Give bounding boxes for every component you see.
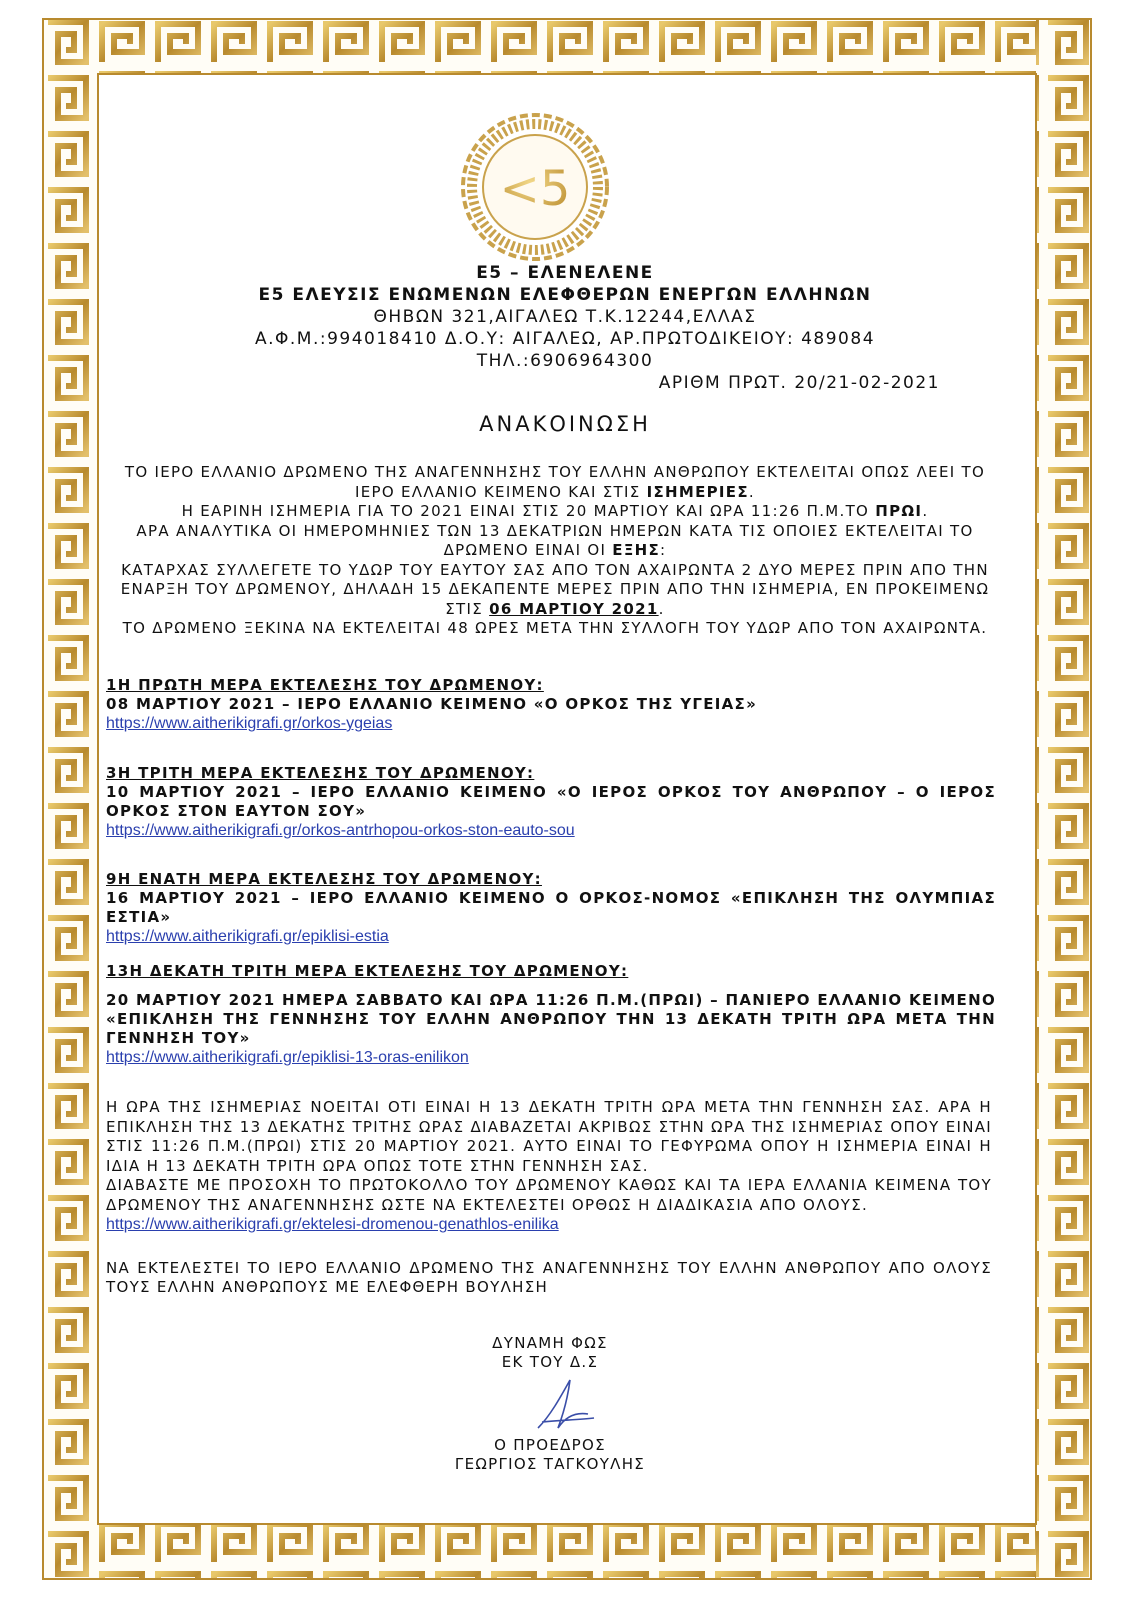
section-day-9 bbox=[106, 870, 996, 946]
section-heading: 1Η ΠΡΩΤΗ ΜΕΡΑ ΕΚΤΕΛΕΣΗΣ ΤΟΥ ΔΡΩΜΕΝΟΥ: bbox=[106, 676, 544, 694]
org-full-name: Ε5 ΕΛΕΥΣΙΣ ΕΝΩΜΕΝΩΝ ΕΛΕΦΘΕΡΩΝ ΕΝΕΡΓΩΝ ΕΛΛΗΝΩΝ bbox=[258, 285, 872, 305]
section-text: 20 ΜΑΡΤΙΟΥ 2021 ΗΜΕΡΑ ΣΑΒΒΑΤΟ ΚΑΙ ΩΡΑ 11:26 Π.Μ.(ΠΡΩΙ) – ΠΑΝΙΕΡΟ ΕΛΛΑΝΙΟ ΚΕΙΜΕΝΟ «ΕΠΙΚΛΗΣΗ ΤΗΣ ΓΕΝΝΗΣΗΣ ΤΟΥ ΕΛΛΗΝ ΑΝΘΡΩΠΟΥ ΤΗΝ 13 ΔΕΚΑΤΗ ΤΡΙΤΗ ΩΡΑ ΜΕΤΑ ΤΗΝ ΓΕΝΝΗΣΗ ΤΟΥ» bbox=[106, 991, 996, 1047]
page-title: ΑΝΑΚΟΙΝΩΣΗ bbox=[479, 412, 651, 436]
section-text: 10 ΜΑΡΤΙΟΥ 2021 – ΙΕΡΟ ΕΛΛΑΝΙΟ ΚΕΙΜΕΝΟ «Ο ΙΕΡΟΣ ΟΡΚΟΣ ΤΟΥ ΑΝΘΡΩΠΟΥ – Ο ΙΕΡΟΣ ΟΡΚΟΣ ΣΤΟΝ ΕΑΥΤΟΝ ΣΟΥ» bbox=[106, 783, 996, 820]
closing-paragraph-1: Η ΩΡΑ ΤΗΣ ΙΣΗΜΕΡΙΑΣ ΝΟΕΙΤΑΙ ΟΤΙ ΕΙΝΑΙ Η 13 ΔΕΚΑΤΗ ΤΡΙΤΗ ΩΡΑ ΜΕΤΑ ΤΗΝ ΓΕΝΝΗΣΗ ΣΑΣ. ΑΡΑ Η ΕΠΙΚΛΗΣΗ ΤΗΣ 13 ΔΕΚΑΤΗΣ ΤΡΙΤΗΣ ΩΡΑΣ ΔΙΑΒΑΖΕΤΑΙ ΑΚΡΙΒΩΣ ΣΤΗΝ ΩΡΑ ΤΗΣ ΙΣΗΜΕΡΙΑΣ ΟΠΟΥ ΕΙΝΑΙ ΣΤΙΣ 11:26 Π.Μ.(ΠΡΩΙ) ΣΤΙΣ 20 ΜΑΡΤΙΟΥ 2021. ΑΥΤΟ ΕΙΝΑΙ ΤΟ ΓΕΦΥΡΩΜΑ ΟΠΟΥ Η ΙΣΗΜΕΡΙΑ ΕΙΝΑΙ Η ΙΔΙΑ Η 13 ΔΕΚΑΤΗ ΤΡΙΤΗ ΩΡΑ ΟΠΩΣ ΤΟΤΕ ΣΤΗΝ ΓΕΝΝΗΣΗ ΣΑΣ. bbox=[106, 1098, 992, 1175]
section-day-3 bbox=[106, 764, 996, 840]
section-heading: 13Η ΔΕΚΑΤΗ ΤΡΙΤΗ ΜΕΡΑ ΕΚΤΕΛΕΣΗΣ ΤΟΥ ΔΡΩΜΕΝΟΥ: bbox=[106, 962, 629, 980]
signatory-role: Ο ΠΡΟΕΔΡΟΣ bbox=[494, 1436, 606, 1454]
closing-paragraph-3: ΝΑ ΕΚΤΕΛΕΣΤΕΙ ΤΟ ΙΕΡΟ ΕΛΛΑΝΙΟ ΔΡΩΜΕΝΟ ΤΗΣ ΑΝΑΓΕΝΝΗΣΗΣ ΤΟΥ ΕΛΛΗΝ ΑΝΘΡΩΠΟΥ ΑΠΟ ΟΛΟΥΣ ΤΟΥΣ ΕΛΛΗΝ ΑΝΘΡΩΠΟΥΣ ΜΕ ΕΛΕΦΘΕΡΗ ΒΟΥΛΗΣΗ bbox=[106, 1258, 992, 1296]
signature-block bbox=[400, 1334, 700, 1372]
svg-text:<5: <5 bbox=[499, 161, 571, 217]
protocol-number: ΑΡΙΘΜ ΠΡΩΤ. 20/21-02-2021 bbox=[658, 373, 940, 393]
section-day-13 bbox=[106, 962, 996, 1067]
signature-motto: ΔΥΝΑΜΗ ΦΩΣ bbox=[492, 1334, 608, 1352]
signatory bbox=[400, 1436, 700, 1474]
section-text: 08 ΜΑΡΤΙΟΥ 2021 – ΙΕΡΟ ΕΛΛΑΝΙΟ ΚΕΙΜΕΝΟ «Ο ΟΡΚΟΣ ΤΗΣ ΥΓΕΙΑΣ» bbox=[106, 695, 758, 713]
section-link[interactable]: https://www.aitherikigrafi.gr/orkos-antrhopou-orkos-ston-eauto-sou bbox=[106, 822, 575, 839]
signature-board: ΕΚ ΤΟΥ Δ.Σ bbox=[501, 1353, 599, 1371]
org-address: ΘΗΒΩΝ 321,ΑΙΓΑΛΕΩ Τ.Κ.12244,ΕΛΛΑΣ bbox=[373, 307, 757, 327]
section-link[interactable]: https://www.aitherikigrafi.gr/epiklisi-13-oras-enilikon bbox=[106, 1049, 469, 1066]
signatory-name: ΓΕΩΡΓΙΟΣ ΤΑΓΚΟΥΛΗΣ bbox=[454, 1455, 646, 1473]
closing-paragraph-2: ΔΙΑΒΑΣΤΕ ΜΕ ΠΡΟΣΟΧΗ ΤΟ ΠΡΩΤΟΚΟΛΛΟ ΤΟΥ ΔΡΩΜΕΝΟΥ ΚΑΘΩΣ ΚΑΙ ΤΑ ΙΕΡΑ ΕΛΛΑΝΙΑ ΚΕΙΜΕΝΑ ΤΟΥ ΔΡΩΜΕΝΟΥ ΤΗΣ ΑΝΑΓΕΝΝΗΣΗΣ ΩΣΤΕ ΝΑ ΕΚΤΕΛΕΣΤΕΙ ΟΡΘΩΣ Η ΔΙΑΔΙΚΑΣΙΑ ΑΠΟ ΟΛΟΥΣ. bbox=[106, 1176, 992, 1214]
org-tax-info: Α.Φ.Μ.:994018410 Δ.Ο.Υ: ΑΙΓΑΛΕΩ, ΑΡ.ΠΡΩΤΟΔΙΚΕΙΟΥ: 489084 bbox=[254, 329, 876, 349]
section-day-1 bbox=[106, 676, 996, 733]
section-link[interactable]: https://www.aitherikigrafi.gr/epiklisi-estia bbox=[106, 928, 389, 945]
handwritten-signature bbox=[530, 1376, 600, 1436]
closing-text bbox=[106, 1098, 992, 1298]
section-link[interactable]: https://www.aitherikigrafi.gr/orkos-ygeias bbox=[106, 715, 393, 732]
organization-logo bbox=[460, 112, 610, 262]
letterhead bbox=[100, 262, 1030, 394]
section-heading: 3Η ΤΡΙΤΗ ΜΕΡΑ ΕΚΤΕΛΕΣΗΣ ΤΟΥ ΔΡΩΜΕΝΟΥ: bbox=[106, 764, 535, 782]
org-short-name: Ε5 – ΕΛΕΝΕΛΕΝΕ bbox=[476, 263, 654, 283]
section-text: 16 ΜΑΡΤΙΟΥ 2021 – ΙΕΡΟ ΕΛΛΑΝΙΟ ΚΕΙΜΕΝΟ Ο ΟΡΚΟΣ-ΝΟΜΟΣ «ΕΠΙΚΛΗΣΗ ΤΗΣ ΟΛΥΜΠΙΑΣ ΕΣΤΙΑ» bbox=[106, 889, 996, 926]
intro-text: ΤΟ ΙΕΡΟ ΕΛΛΑΝΙΟ ΔΡΩΜΕΝΟ ΤΗΣ ΑΝΑΓΕΝΝΗΣΗΣ ΤΟΥ ΕΛΛΗΝ ΑΝΘΡΩΠΟΥ ΕΚΤΕΛΕΙΤΑΙ ΟΠΩΣ ΛΕΕΙ ΤΟ ΙΕΡΟ ΕΛΛΑΝΙΟ ΚΕΙΜΕΝΟ ΚΑΙ ΣΤΙΣ ΙΣΗΜΕΡΙΕΣ. Η ΕΑΡΙΝΗ ΙΣΗΜΕΡΙΑ ΓΙΑ ΤΟ 2021 ΕΙΝΑΙ ΣΤΙΣ 20 ΜΑΡΤΙΟΥ ΚΑΙ ΩΡΑ 11:26 Π.Μ.ΤΟ ΠΡΩΙ. ΑΡΑ ΑΝΑΛΥΤΙΚΑ ΟΙ ΗΜΕΡΟΜΗΝΙΕΣ ΤΩΝ 13 ΔΕΚΑΤΡΙΩΝ ΗΜΕΡΩΝ ΚΑΤΑ ΤΙΣ ΟΠΟΙΕΣ ΕΚΤΕΛΕΙΤΑΙ ΤΟ ΔΡΩΜΕΝΟ ΕΙΝΑΙ ΟΙ ΕΞΗΣ: ΚΑΤΑΡΧΑΣ ΣΥΛΛΕΓΕΤΕ ΤΟ ΥΔΩΡ ΤΟΥ ΕΑΥΤΟΥ ΣΑΣ ΑΠΟ ΤΟΝ ΑΧΑΙΡΩΝΤΑ 2 ΔΥΟ ΜΕΡΕΣ ΠΡΙΝ ΑΠΟ ΤΗΝ ΕΝΑΡΞΗ ΤΟΥ ΔΡΩΜΕΝΟΥ, ΔΗΛΑΔΗ 15 ΔΕΚΑΠΕΝΤΕ ΜΕΡΕΣ ΠΡΙΝ ΑΠΟ ΤΗΝ ΙΣΗΜΕΡΙΑ, ΕΝ ΠΡΟΚΕΙΜΕΝΩ ΣΤΙΣ 06 ΜΑΡΤΙΟΥ 2021. ΤΟ ΔΡΩΜΕΝΟ ΞΕΚΙΝΑ ΝΑ ΕΚΤΕΛΕΙΤΑΙ 48 ΩΡΕΣ ΜΕΤΑ ΤΗΝ ΣΥΛΛΟΓΗ ΤΟΥ ΥΔΩΡ ΑΠΟ ΤΟΝ ΑΧΑΙΡΩΝΤΑ. bbox=[120, 463, 990, 637]
closing-link[interactable]: https://www.aitherikigrafi.gr/ektelesi-dromenou-genathlos-enilika bbox=[106, 1216, 559, 1233]
org-phone: ΤΗΛ.:6906964300 bbox=[476, 351, 654, 371]
section-heading: 9Η ΕΝΑΤΗ ΜΕΡΑ ΕΚΤΕΛΕΣΗΣ ΤΟΥ ΔΡΩΜΕΝΟΥ: bbox=[106, 870, 542, 888]
